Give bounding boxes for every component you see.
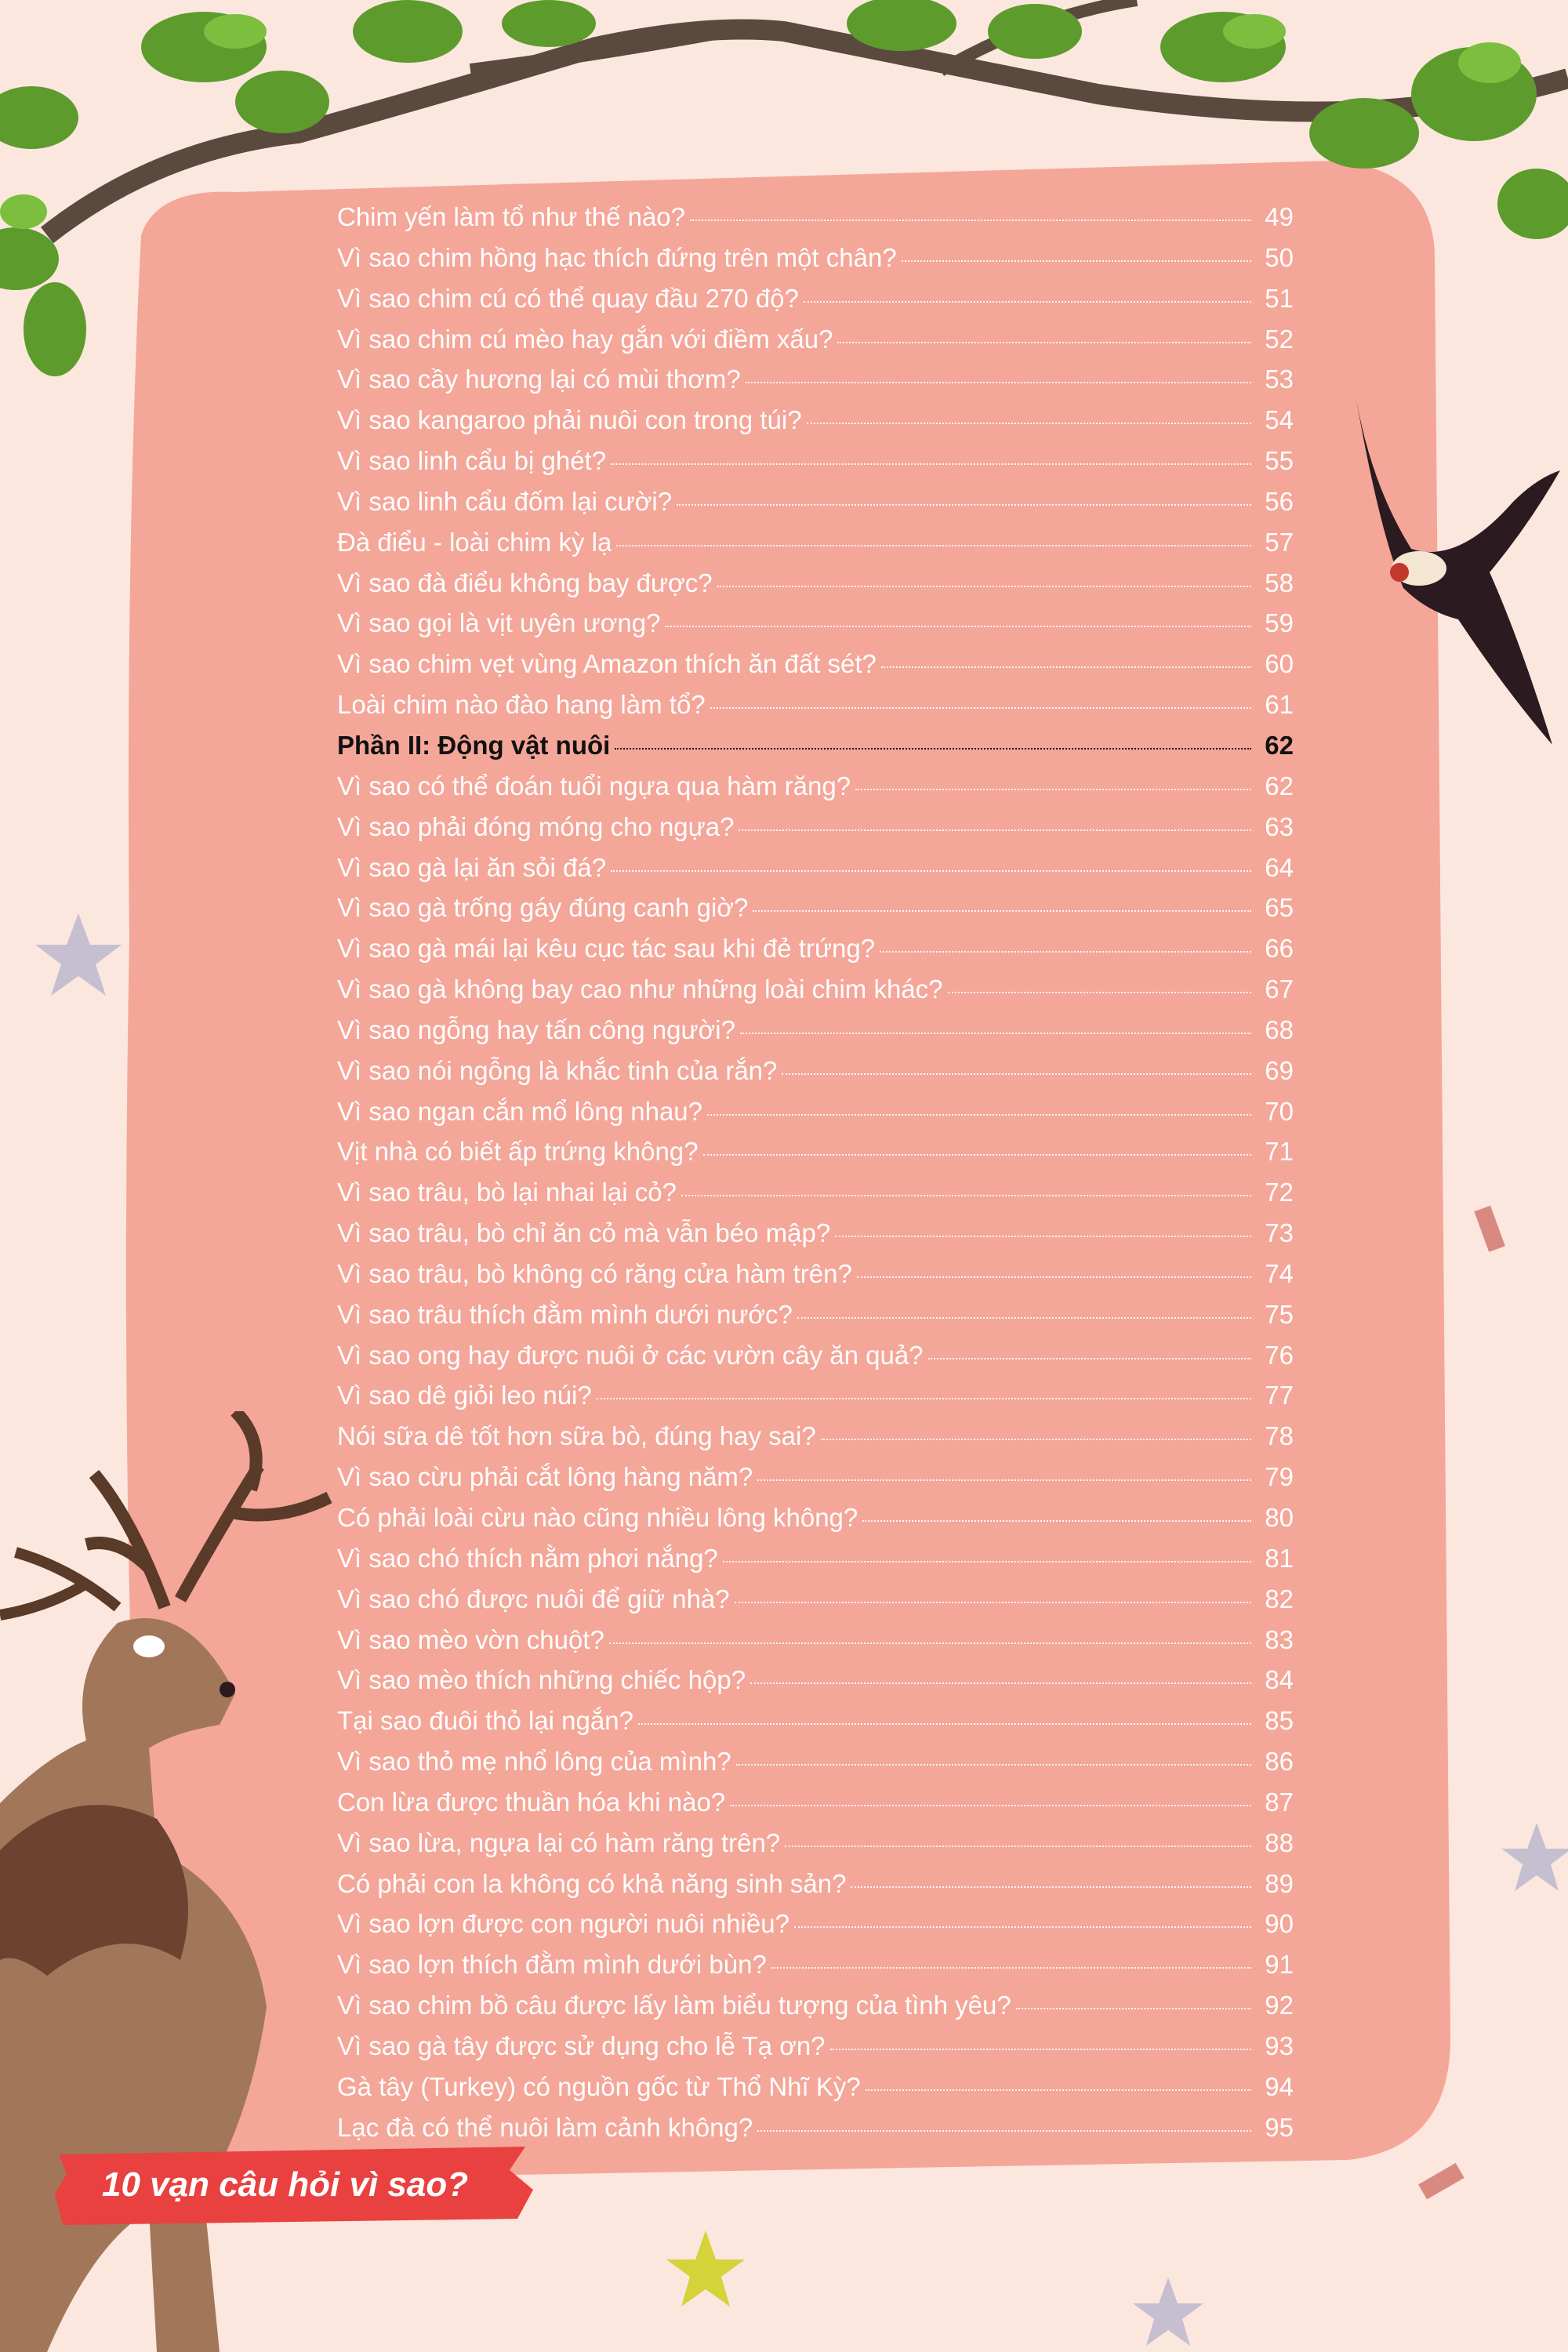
dot-leader xyxy=(855,789,1251,790)
toc-entry[interactable] xyxy=(337,1178,1294,1218)
toc-entry-title: Đà điểu - loài chim kỳ lạ xyxy=(337,527,612,557)
toc-entry-page-number: 53 xyxy=(1265,365,1294,394)
toc-entry[interactable] xyxy=(337,1300,1294,1341)
toc-entry-page-number: 83 xyxy=(1265,1624,1294,1654)
toc-entry-page-number: 94 xyxy=(1265,2071,1294,2101)
toc-entry[interactable] xyxy=(337,1991,1294,2031)
toc-entry-title: Vì sao cừu phải cắt lông hàng năm? xyxy=(337,1462,753,1492)
star-icon xyxy=(1129,2274,1207,2352)
dot-leader xyxy=(707,1114,1251,1116)
toc-entry-title: Lạc đà có thể nuôi làm cảnh không? xyxy=(337,2112,753,2142)
toc-entry-page-number: 84 xyxy=(1265,1665,1294,1695)
toc-entry-title: Vì sao gà mái lại kêu cục tác sau khi đẻ trứng? xyxy=(337,934,876,964)
toc-entry-page-number: 90 xyxy=(1265,1909,1294,1939)
toc-entry-page-number: 55 xyxy=(1265,446,1294,476)
toc-entry-page-number: 78 xyxy=(1265,1421,1294,1451)
dot-leader xyxy=(807,423,1251,424)
toc-entry-page-number: 52 xyxy=(1265,324,1294,354)
dot-leader xyxy=(615,748,1251,750)
toc-entry-page-number: 91 xyxy=(1265,1950,1294,1980)
toc-entry-page-number: 76 xyxy=(1265,1340,1294,1370)
toc-entry[interactable] xyxy=(337,528,1294,568)
toc-entry-page-number: 81 xyxy=(1265,1543,1294,1573)
toc-entry[interactable] xyxy=(337,690,1294,731)
toc-entry[interactable] xyxy=(337,1503,1294,1544)
toc-entry-page-number: 64 xyxy=(1265,852,1294,882)
dot-leader xyxy=(837,342,1251,343)
toc-entry-title: Vì sao chim cú mèo hay gắn với điềm xấu? xyxy=(337,324,833,354)
dot-leader xyxy=(1016,2008,1251,2009)
toc-entry-page-number: 58 xyxy=(1265,568,1294,597)
toc-entry-page-number: 54 xyxy=(1265,405,1294,435)
toc-entry[interactable] xyxy=(337,2031,1294,2072)
toc-entry-title: Con lừa được thuần hóa khi nào? xyxy=(337,1787,726,1817)
toc-entry-page-number: 62 xyxy=(1265,730,1294,760)
toc-entry-page-number: 95 xyxy=(1265,2112,1294,2142)
toc-entry-title: Vì sao gà lại ăn sỏi đá? xyxy=(337,852,607,882)
dot-leader xyxy=(597,1398,1251,1399)
toc-entry[interactable] xyxy=(337,1544,1294,1584)
toc-entry[interactable] xyxy=(337,1747,1294,1788)
toc-entry-page-number: 67 xyxy=(1265,975,1294,1004)
toc-entry-page-number: 87 xyxy=(1265,1787,1294,1817)
toc-entry-title: Loài chim nào đào hang làm tổ? xyxy=(337,690,706,720)
toc-entry-page-number: 92 xyxy=(1265,1991,1294,2020)
toc-entry[interactable] xyxy=(337,2072,1294,2113)
toc-entry-title: Vì sao trâu thích đằm mình dưới nước? xyxy=(337,1299,793,1329)
toc-entry-title: Vì sao mèo thích những chiếc hộp? xyxy=(337,1665,746,1695)
table-of-contents xyxy=(337,202,1294,2154)
toc-entry[interactable] xyxy=(337,649,1294,690)
toc-entry-page-number: 79 xyxy=(1265,1462,1294,1492)
toc-entry-page-number: 93 xyxy=(1265,2031,1294,2060)
dot-leader xyxy=(750,1682,1251,1684)
toc-entry-page-number: 88 xyxy=(1265,1828,1294,1857)
dot-leader xyxy=(804,301,1251,303)
toc-entry-page-number: 82 xyxy=(1265,1584,1294,1613)
confetti-decoration xyxy=(1474,1200,1521,1262)
toc-entry[interactable] xyxy=(337,1462,1294,1503)
toc-entry-page-number: 74 xyxy=(1265,1258,1294,1288)
toc-entry-title: Chim yến làm tổ như thế nào? xyxy=(337,202,686,231)
toc-entry-title: Vì sao gà trống gáy đúng canh giờ? xyxy=(337,893,749,923)
toc-entry-page-number: 77 xyxy=(1265,1381,1294,1410)
toc-entry-title: Vì sao chim hồng hạc thích đứng trên một chân? xyxy=(337,242,897,272)
toc-entry[interactable] xyxy=(337,1584,1294,1625)
dot-leader xyxy=(881,666,1251,668)
toc-entry-page-number: 65 xyxy=(1265,893,1294,923)
toc-entry-title: Vì sao mèo vờn chuột? xyxy=(337,1624,604,1654)
toc-entry[interactable] xyxy=(337,1706,1294,1747)
toc-entry[interactable] xyxy=(337,1218,1294,1259)
dot-leader xyxy=(638,1723,1251,1725)
dot-leader xyxy=(862,1520,1251,1522)
toc-entry-title: Vì sao phải đóng móng cho ngựa? xyxy=(337,811,735,841)
toc-entry-title: Vì sao lừa, ngựa lại có hàm răng trên? xyxy=(337,1828,781,1857)
toc-entry[interactable] xyxy=(337,1421,1294,1462)
toc-entry-title: Vì sao linh cẩu bị ghét? xyxy=(337,446,607,476)
dot-leader xyxy=(782,1073,1251,1075)
toc-entry-title: Vì sao chim bồ câu được lấy làm biểu tượng của tình yêu? xyxy=(337,1991,1011,2020)
toc-entry[interactable] xyxy=(337,608,1294,649)
dot-leader xyxy=(723,1561,1251,1563)
toc-entry-title: Vịt nhà có biết ấp trứng không? xyxy=(337,1137,699,1167)
dot-leader xyxy=(771,1967,1251,1969)
dot-leader xyxy=(717,586,1251,587)
series-title: 10 vạn câu hỏi vì sao? xyxy=(102,2165,469,2204)
toc-entry-title: Vì sao kangaroo phải nuôi con trong túi? xyxy=(337,405,802,435)
dot-leader xyxy=(746,382,1251,383)
dot-leader xyxy=(857,1276,1251,1278)
toc-entry[interactable] xyxy=(337,1625,1294,1666)
star-icon xyxy=(31,909,125,1004)
dot-leader xyxy=(948,992,1251,993)
toc-entry-title: Vì sao thỏ mẹ nhổ lông của mình? xyxy=(337,1747,731,1777)
dot-leader xyxy=(757,2130,1251,2132)
toc-entry-title: Gà tây (Turkey) có nguồn gốc từ Thổ Nhĩ Kỳ? xyxy=(337,2071,861,2101)
dot-leader xyxy=(851,1886,1251,1888)
toc-entry[interactable] xyxy=(337,365,1294,405)
dot-leader xyxy=(753,910,1251,912)
toc-entry[interactable] xyxy=(337,1015,1294,1056)
dot-leader xyxy=(736,1764,1251,1766)
toc-entry[interactable] xyxy=(337,446,1294,487)
toc-entry-title: Vì sao lợn được con người nuôi nhiều? xyxy=(337,1909,789,1939)
toc-entry-page-number: 70 xyxy=(1265,1096,1294,1126)
toc-entry-title: Vì sao có thể đoán tuổi ngựa qua hàm răng? xyxy=(337,771,851,800)
confetti-decoration xyxy=(1411,2156,1474,2203)
dot-leader xyxy=(797,1317,1251,1319)
toc-entry-page-number: 61 xyxy=(1265,690,1294,720)
toc-entry-page-number: 50 xyxy=(1265,242,1294,272)
toc-entry-title: Vì sao chó thích nằm phơi nắng? xyxy=(337,1543,718,1573)
toc-entry-page-number: 75 xyxy=(1265,1299,1294,1329)
toc-entry-title: Vì sao dê giỏi leo núi? xyxy=(337,1381,592,1410)
dot-leader xyxy=(757,1479,1251,1481)
toc-entry-title: Vì sao nói ngỗng là khắc tinh của rắn? xyxy=(337,1055,778,1085)
toc-entry[interactable] xyxy=(337,243,1294,284)
toc-entry[interactable] xyxy=(337,1056,1294,1097)
dot-leader xyxy=(730,1805,1251,1806)
dot-leader xyxy=(740,1033,1251,1034)
toc-entry[interactable] xyxy=(337,1665,1294,1706)
toc-entry-page-number: 69 xyxy=(1265,1055,1294,1085)
dot-leader xyxy=(616,545,1251,546)
toc-entry-page-number: 49 xyxy=(1265,202,1294,231)
toc-entry[interactable] xyxy=(337,771,1294,812)
toc-entry[interactable] xyxy=(337,893,1294,934)
toc-entry-title: Vì sao chim cú có thể quay đầu 270 độ? xyxy=(337,283,799,313)
toc-entry-page-number: 62 xyxy=(1265,771,1294,800)
toc-entry[interactable] xyxy=(337,325,1294,365)
toc-entry-title: Có phải loài cừu nào cũng nhiều lông không? xyxy=(337,1503,858,1532)
toc-entry-page-number: 80 xyxy=(1265,1503,1294,1532)
dot-leader xyxy=(690,220,1251,221)
toc-entry-title: Vì sao chó được nuôi để giữ nhà? xyxy=(337,1584,730,1613)
toc-entry[interactable] xyxy=(337,405,1294,446)
toc-entry-page-number: 89 xyxy=(1265,1868,1294,1898)
toc-entry-page-number: 66 xyxy=(1265,934,1294,964)
toc-entry[interactable] xyxy=(337,975,1294,1015)
toc-entry-title: Vì sao cầy hương lại có mùi thơm? xyxy=(337,365,741,394)
toc-entry-page-number: 60 xyxy=(1265,649,1294,679)
toc-entry[interactable] xyxy=(337,1909,1294,1950)
toc-entry-page-number: 86 xyxy=(1265,1747,1294,1777)
toc-entry-title: Vì sao ngỗng hay tấn công người? xyxy=(337,1014,735,1044)
toc-entry[interactable] xyxy=(337,1788,1294,1828)
dot-leader xyxy=(677,504,1251,506)
toc-entry-page-number: 73 xyxy=(1265,1218,1294,1248)
toc-entry[interactable] xyxy=(337,1137,1294,1178)
toc-entry-title: Có phải con la không có khả năng sinh sản? xyxy=(337,1868,847,1898)
dot-leader xyxy=(794,1926,1251,1928)
toc-entry[interactable] xyxy=(337,1259,1294,1300)
toc-entry-title: Vì sao lợn thích đằm mình dưới bùn? xyxy=(337,1950,767,1980)
dot-leader xyxy=(785,1846,1251,1847)
toc-entry-page-number: 56 xyxy=(1265,486,1294,516)
toc-entry[interactable] xyxy=(337,202,1294,243)
toc-entry-page-number: 57 xyxy=(1265,527,1294,557)
dot-leader xyxy=(703,1154,1251,1156)
dot-leader xyxy=(735,1602,1251,1603)
dot-leader xyxy=(928,1358,1251,1359)
toc-entry-title: Vì sao trâu, bò không có răng cửa hàm trên? xyxy=(337,1258,852,1288)
dot-leader xyxy=(866,2089,1251,2091)
toc-entry-page-number: 68 xyxy=(1265,1014,1294,1044)
toc-entry-title: Phần II: Động vật nuôi xyxy=(337,730,611,760)
toc-entry-title: Vì sao ong hay được nuôi ở các vườn cây ăn quả? xyxy=(337,1340,924,1370)
toc-section-heading[interactable] xyxy=(337,731,1294,771)
toc-entry[interactable] xyxy=(337,1950,1294,1991)
star-icon xyxy=(662,2227,749,2313)
toc-entry[interactable] xyxy=(337,284,1294,325)
toc-entry-page-number: 59 xyxy=(1265,608,1294,638)
dot-leader xyxy=(611,463,1251,465)
toc-entry-title: Vì sao gọi là vịt uyên ương? xyxy=(337,608,661,638)
toc-entry[interactable] xyxy=(337,1828,1294,1869)
dot-leader xyxy=(739,829,1251,831)
toc-entry-title: Tại sao đuôi thỏ lại ngắn? xyxy=(337,1706,633,1736)
toc-entry-title: Vì sao trâu, bò chỉ ăn cỏ mà vẫn béo mập? xyxy=(337,1218,831,1248)
toc-entry[interactable] xyxy=(337,1341,1294,1381)
dot-leader xyxy=(609,1642,1251,1644)
toc-entry[interactable] xyxy=(337,1381,1294,1421)
toc-entry[interactable] xyxy=(337,487,1294,528)
toc-entry-page-number: 72 xyxy=(1265,1178,1294,1207)
dot-leader xyxy=(880,951,1251,953)
dot-leader xyxy=(611,870,1251,872)
toc-entry[interactable] xyxy=(337,568,1294,609)
dot-leader xyxy=(665,626,1251,627)
dot-leader xyxy=(902,260,1251,262)
toc-entry-page-number: 85 xyxy=(1265,1706,1294,1736)
toc-entry-title: Vì sao chim vẹt vùng Amazon thích ăn đất sét? xyxy=(337,649,877,679)
toc-entry[interactable] xyxy=(337,853,1294,894)
toc-entry-title: Vì sao linh cẩu đốm lại cười? xyxy=(337,486,673,516)
toc-entry-title: Vì sao ngan cắn mổ lông nhau? xyxy=(337,1096,703,1126)
dot-leader xyxy=(821,1439,1251,1440)
swallow-bird-icon xyxy=(1333,392,1568,768)
dot-leader xyxy=(681,1195,1251,1196)
dot-leader xyxy=(835,1236,1251,1237)
toc-entry[interactable] xyxy=(337,812,1294,853)
toc-entry[interactable] xyxy=(337,1097,1294,1138)
dot-leader xyxy=(830,2049,1251,2050)
toc-entry[interactable] xyxy=(337,1869,1294,1910)
toc-entry-title: Vì sao gà không bay cao như những loài chim khác? xyxy=(337,975,943,1004)
toc-entry-title: Vì sao trâu, bò lại nhai lại cỏ? xyxy=(337,1178,677,1207)
toc-entry[interactable] xyxy=(337,934,1294,975)
toc-entry-page-number: 63 xyxy=(1265,811,1294,841)
dot-leader xyxy=(710,707,1251,709)
toc-entry-title: Nói sữa dê tốt hơn sữa bò, đúng hay sai? xyxy=(337,1421,816,1451)
toc-entry-page-number: 51 xyxy=(1265,283,1294,313)
toc-entry-title: Vì sao đà điểu không bay được? xyxy=(337,568,713,597)
toc-entry-title: Vì sao gà tây được sử dụng cho lễ Tạ ơn? xyxy=(337,2031,826,2060)
star-icon xyxy=(1497,1819,1568,1897)
toc-entry-page-number: 71 xyxy=(1265,1137,1294,1167)
